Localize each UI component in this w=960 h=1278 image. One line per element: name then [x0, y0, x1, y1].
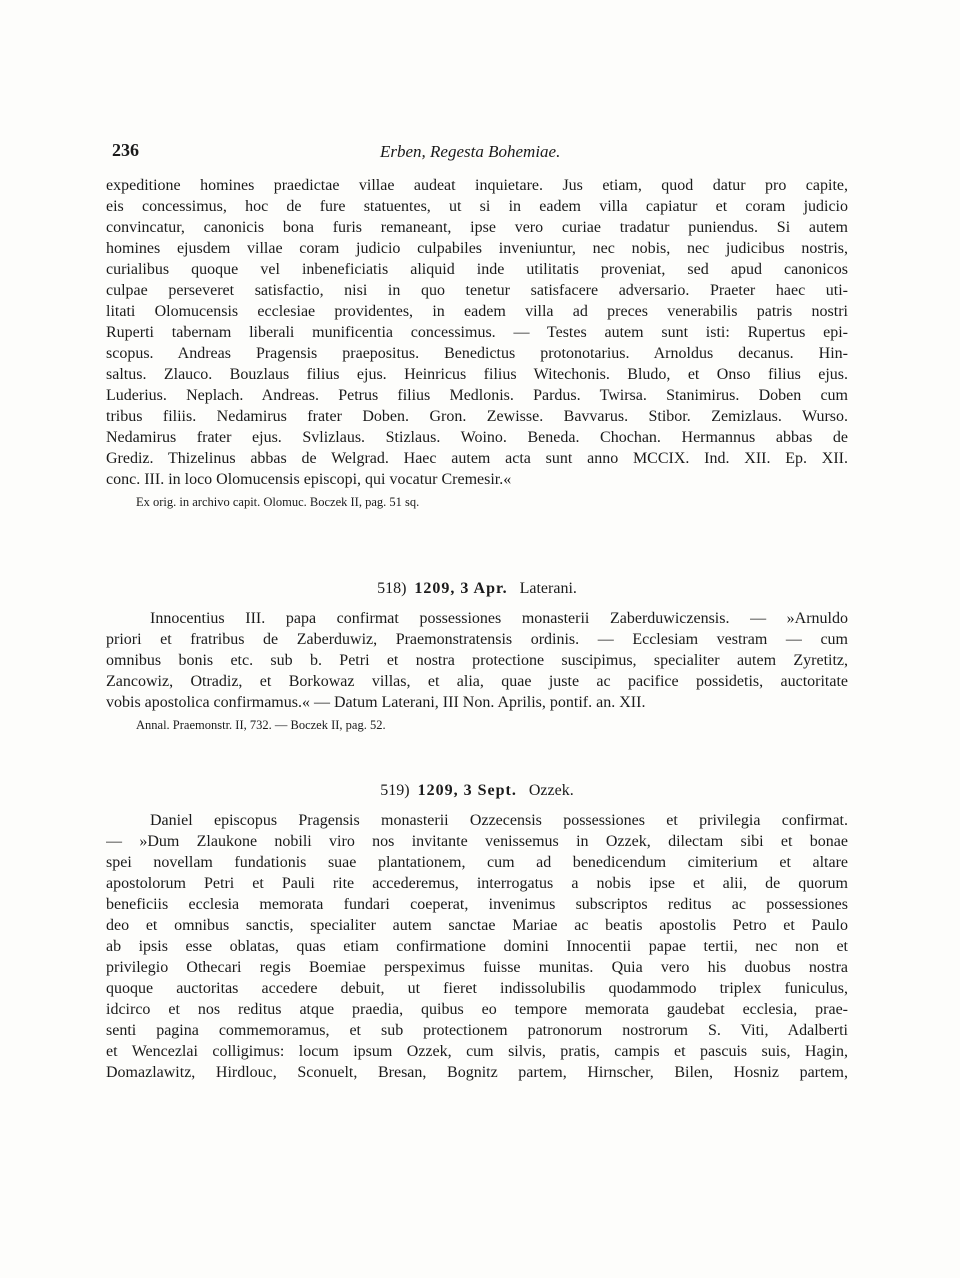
text-line: — »Dum Zlaukone nobili viro nos invitante venissemus in Ozzek, dilectam sibi et bonae — [106, 833, 848, 850]
text-line: omnibus bonis etc. sub b. Petri et nostra protectione suscipimus, specialiter autem Zyretitz, — [106, 652, 848, 669]
text-line: scopus. Andreas Pragensis praepositus. Benedictus protonotarius. Arnoldus decanus. Hin- — [106, 345, 848, 362]
entry-date: 1209, 3 Sept. — [417, 782, 517, 799]
text-line: priori et fratribus de Zaberduwiz, Praemonstratensis ordinis. — Ecclesiam vestram — cum — [106, 631, 848, 648]
entry-heading-519 — [106, 780, 848, 802]
text-line: Innocentius III. papa confirmat possessiones monasterii Zaberduwiczensis. — »Arnuldo — [150, 610, 848, 627]
entry-number: 518) — [377, 580, 407, 597]
text-line: apostolorum Petri et Pauli rite accederemus, interrogatus a nobis ipse et alii, de quorum — [106, 875, 848, 892]
text-line: convincatur, canonicis bona furis remaneant, ipse vero curiae tradatur puniendus. Si autem — [106, 219, 848, 236]
entry-heading-518 — [106, 578, 848, 600]
text-line: ab ipsis esse oblatas, quas etiam confirmatione domini Innocentii papae tertii, nec non et — [106, 938, 848, 955]
text-line: Grediz. Thizelinus abbas de Welgrad. Haec autem acta sunt anno MCCIX. Ind. XII. Ep. XII. — [106, 450, 848, 467]
text-line: Nedamirus frater ejus. Svlizlaus. Stizlaus. Woino. Beneda. Chochan. Hermannus abbas de — [106, 429, 848, 446]
text-line: Domazlawitz, Hirdlouc, Sconuelt, Bresan, Bognitz partem, Hirnscher, Bilen, Hosniz partem, — [106, 1064, 848, 1081]
text-line: eis concessimus, hoc de fure statuentes, ut si in eadem villa capiatur et coram judicio — [106, 198, 848, 215]
text-line: tribus filiis. Nedamirus frater Doben. Gron. Zewisse. Bavvarus. Stibor. Zemizlaus. Wurso. — [106, 408, 848, 425]
running-head — [96, 140, 848, 166]
text-line: senti pagina commemoramus, et sub protectionem patronorum nostrorum S. Viti, Adalberti — [106, 1022, 848, 1039]
text-line: Daniel episcopus Pragensis monasterii Ozzecensis possessiones et privilegia confirmat. — [150, 812, 848, 829]
text-line: homines ejusdem villae coram judicio culpabiles inveniuntur, nec nobis, nec judicibus nostris, — [106, 240, 848, 257]
text-line: culpae perseveret satisfactio, nisi in quo tenetur satisfacere adversario. Praeter haec uti- — [106, 282, 848, 299]
text-line: expeditione homines praedictae villae audeat inquietare. Jus etiam, quod datur pro capite, — [106, 177, 848, 194]
source-note: Annal. Praemonstr. II, 732. — Boczek II, pag. 52. — [136, 718, 386, 732]
text-line: deo et omnibus sanctis, specialiter autem sanctae Mariae ac beatis apostolis Petro et Paulo — [106, 917, 848, 934]
entry-number: 519) — [380, 782, 410, 799]
entry-519-text — [106, 810, 848, 1083]
continuation-text — [106, 175, 848, 511]
entry-place: Ozzek. — [528, 782, 574, 799]
text-line: idcirco et nos reditus atque praedia, quibus eo tempore memorata gaudebat ecclesia, prae- — [106, 1001, 848, 1018]
source-note: Ex orig. in archivo capit. Olomuc. Boczek II, pag. 51 sq. — [136, 495, 420, 509]
entry-518-text — [106, 608, 848, 734]
text-line: Luderius. Neplach. Andreas. Petrus filius Medlonis. Pardus. Twirsa. Stanimirus. Doben cum — [106, 387, 848, 404]
text-line: Zancowiz, Otradiz, et Borkowaz villas, et alia, quae juste ac pacifice possidetis, auctoritate — [106, 673, 848, 690]
page-number: 236 — [112, 140, 139, 160]
text-line: litati Olomucensis ecclesiae providentes, in eadem villa ad preces venerabilis patris nostri — [106, 303, 848, 320]
text-line: spei novellam fundationis suae plantationem, cum ad benedicendum cimiterium et altare — [106, 854, 848, 871]
text-line: quoque auctoritas accedere debuit, ut fieret indissolubilis quodammodo triplex funiculus, — [106, 980, 848, 997]
text-line: saltus. Zlauco. Bouzlaus filius ejus. Heinricus filius Witechonis. Bludo, et Onso filius ejus. — [106, 366, 848, 383]
text-line: vobis apostolica confirmamus.« — Datum Laterani, III Non. Aprilis, pontif. an. XII. — [106, 694, 646, 711]
text-line: beneficiis ecclesia memorata fundari coeperat, invenimus subscriptos reditus ac possessiones — [106, 896, 848, 913]
entry-date: 1209, 3 Apr. — [414, 580, 508, 597]
text-line: curialibus quoque vel inbeneficiatis aliquid inde utilitatis proveniat, sed apud canonicos — [106, 261, 848, 278]
text-line: conc. III. in loco Olomucensis episcopi, qui vocatur Cremesir.« — [106, 471, 512, 488]
text-line: privilegio Othecari regis Boemiae perspeximus fuisse munitas. Quia vero his duobus nostra — [106, 959, 848, 976]
running-title: Erben, Regesta Bohemiae. — [380, 142, 561, 161]
text-line: Ruperti tabernam liberali munificentia concessimus. — Testes autem sunt isti: Rupertus epi- — [106, 324, 848, 341]
entry-place: Laterani. — [519, 580, 577, 597]
text-line: et Wencezlai colligimus: locum ipsum Ozzek, cum silvis, pratis, campis et pascuis suis, Hagin, — [106, 1043, 848, 1060]
